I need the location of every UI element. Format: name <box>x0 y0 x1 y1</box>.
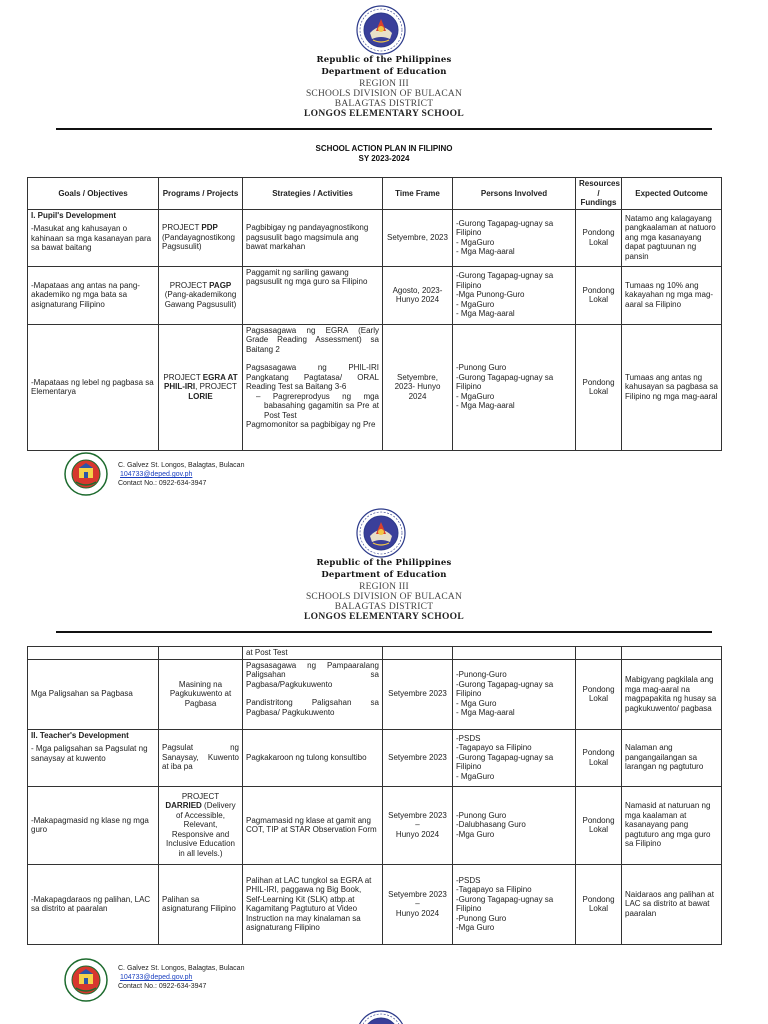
section-title: II. Teacher's Development <box>31 730 129 740</box>
resources-cell: Pondong Lokal <box>576 786 622 864</box>
header-republic: Republic of the Philippines <box>316 55 452 65</box>
outcome-cell <box>622 647 722 660</box>
timeframe-start: Setyembre 2023 <box>388 810 447 820</box>
table-header-row <box>28 178 722 210</box>
strategy-item-text: Pagrereprodyus ng mga babasahing gagamitin sa Pre at Post Test <box>264 391 380 420</box>
program-desc: (Delivery of Accessible, Relevant, Responsive and Inclusive Education in all levels.) <box>166 801 236 858</box>
table-row <box>28 786 722 864</box>
persons-cell <box>453 659 576 729</box>
header-outcome: Expected Outcome <box>622 178 722 210</box>
person-item: - MgaGuro <box>456 299 495 309</box>
table-row <box>28 659 722 729</box>
header-strategies: Strategies / Activities <box>243 178 383 210</box>
person-item: -Gurong Tagapag-ugnay sa Filipino <box>456 372 554 392</box>
program-name: EGRA AT PHIL-IRI <box>164 372 238 392</box>
header-school: LONGOS ELEMENTARY SCHOOL <box>304 109 464 119</box>
goal-cell: -Mapataas ang antas na pang-akademiko ng mga bata sa asignaturang Filipino <box>28 266 159 324</box>
person-item: -Punong Guro <box>456 810 507 820</box>
header-division: SCHOOLS DIVISION OF BULACAN <box>305 89 463 99</box>
goal-cell: -Makapagdaraos ng palihan, LAC sa distrito at paaralan <box>28 864 159 944</box>
action-plan-table-continued <box>27 646 722 945</box>
strategy-cell: Pagmamasid ng klase at gamit ang COT, TIP at STAR Observation Form <box>243 786 383 864</box>
person-item: -PSDS <box>456 733 481 743</box>
resources-cell <box>576 647 622 660</box>
person-item: - Mga Mag-aaral <box>456 401 515 411</box>
goal-cell: -Makapagmasid ng klase ng mga guro <box>28 786 159 864</box>
timeframe-dash: – <box>415 820 420 830</box>
timeframe-cell: Agosto, 2023-Hunyo 2024 <box>383 266 453 324</box>
header-goals: Goals / Objectives <box>28 178 159 210</box>
person-item: -Gurong Tagapag-ugnay sa Filipino <box>456 752 554 772</box>
outcome-cell: Tumaas ng 10% ang kakayahan ng mga mag-aaral sa Filipino <box>622 266 722 324</box>
person-item: -Mga Guro <box>456 923 495 932</box>
person-item: - Mga Mag-aaral <box>456 708 515 718</box>
table-row <box>28 864 722 944</box>
strategy-cell: Paggamit ng sariling gawang pagsusulit ng mga guro sa Filipino <box>243 266 383 324</box>
header-rule <box>56 128 712 130</box>
strategy-item: Pagsasagawa ng EGRA (Early Grade Reading Assessment) sa Baitang 2 <box>246 325 379 354</box>
outcome-cell: Tumaas ang antas ng kahusayan sa pagbasa sa Filipino ng mga mag-aaral <box>622 324 722 450</box>
header-timeframe: Time Frame <box>383 178 453 210</box>
goal-cell <box>28 647 159 660</box>
goal-text: -Masukat ang kahusayan o kahinaan sa mga kasanayan para sa bawat baitang <box>31 224 152 252</box>
footer-email-link[interactable]: 104733@deped.gov.ph <box>120 471 193 478</box>
program-name: PDP <box>201 223 218 233</box>
footer-contact: Contact No.: 0922-634-3947 <box>118 983 207 990</box>
timeframe-cell: Setyembre 2023 <box>383 659 453 729</box>
persons-cell <box>453 864 576 944</box>
strategy-cell: Pagkakaroon ng tulong konsultibo <box>243 729 383 786</box>
table-row <box>28 647 722 660</box>
strategy-item: Pagsasagawa ng PHIL-IRI Pangkatang Pagtatasa/ ORAL Reading Test sa Baitang 3-6 <box>246 363 379 391</box>
header-republic: Republic of the Philippines <box>316 558 452 568</box>
person-item: -Dalubhasang Guro <box>456 820 526 830</box>
strategy-item: – Pagrereprodyus ng mga babasahing gagamitin sa Pre at Post Test <box>256 391 380 420</box>
strategy-cell: Pagbibigay ng pandayagnostikong pagsusulit bago magsimula ang bawat markahan <box>243 209 383 266</box>
section-title: I. Pupil's Development <box>31 210 117 220</box>
person-item: -Gurong Tagapag-ugnay sa Filipino <box>456 218 554 237</box>
person-item: - Mga Mag-aaral <box>456 247 515 256</box>
goal-cell <box>28 729 159 786</box>
person-item: -Punong Guro <box>456 913 507 923</box>
outcome-cell: Nalaman ang pangangailangan sa larangan ng pagtuturo <box>622 729 722 786</box>
document-school-year: SY 2023-2024 <box>358 154 410 163</box>
program-name: PAGP <box>209 280 232 290</box>
timeframe-cell: Setyembre 2023 <box>383 729 453 786</box>
person-item: -Tagapayo sa Filipino <box>456 743 532 753</box>
timeframe-start: Setyembre 2023 <box>388 889 447 899</box>
header-rule <box>56 631 712 633</box>
deped-seal-icon <box>356 508 406 558</box>
outcome-cell: Namasid at naturuan ng mga kaalaman at kasanayang pang pagtuturo ang mga guro sa Filipino <box>622 786 722 864</box>
header-division: SCHOOLS DIVISION OF BULACAN <box>305 592 463 602</box>
program-cell: Pagsulat ng Sanaysay, Kuwento at iba pa <box>159 729 243 786</box>
strategy-cell: at Post Test <box>243 647 383 660</box>
person-item: -Gurong Tagapag-ugnay sa Filipino <box>456 271 554 290</box>
table-row <box>28 324 722 450</box>
timeframe-end: Hunyo 2024 <box>395 908 440 918</box>
person-item: -Mga Punong-Guro <box>456 290 525 300</box>
program-prefix: PROJECT <box>163 372 203 382</box>
timeframe-cell <box>383 786 453 864</box>
strategy-cell <box>243 659 383 729</box>
table-row <box>28 209 722 266</box>
program-cell <box>159 209 243 266</box>
program-name-2: LORIE <box>188 391 213 401</box>
person-item: -Mga Guro <box>456 829 495 839</box>
action-plan-table <box>27 177 722 451</box>
program-cell <box>159 266 243 324</box>
deped-seal-icon <box>356 5 406 55</box>
persons-cell <box>453 266 576 324</box>
outcome-cell: Naidaraos ang palihan at LAC sa distrito at bawat paaralan <box>622 864 722 944</box>
strategy-cell: Palihan at LAC tungkol sa EGRA at PHIL-IRI, paggawa ng Big Book, Self-Learning Kit (SLK) atbp.at Kagamitang Pagtuturo at Video Instruction na may kinalaman sa asignaturang Filipino <box>243 864 383 944</box>
header-school: LONGOS ELEMENTARY SCHOOL <box>304 612 464 622</box>
persons-cell <box>453 647 576 660</box>
goal-cell <box>28 209 159 266</box>
person-item: - MgaGuro <box>456 391 495 401</box>
strategy-item: Pagsasagawa ng Pampaaralang Paligsahan sa Pagbasa/Pagkukuwento <box>246 660 379 689</box>
table-row <box>28 729 722 786</box>
resources-cell: Pondong Lokal <box>576 209 622 266</box>
timeframe-cell <box>383 864 453 944</box>
resources-cell: Pondong Lokal <box>576 864 622 944</box>
program-separator: , PROJECT <box>195 382 237 392</box>
persons-cell <box>453 324 576 450</box>
persons-cell <box>453 209 576 266</box>
program-cell: Palihan sa asignaturang Filipino <box>159 864 243 944</box>
outcome-cell: Mabigyang pagkilala ang mga mag-aaral na magpapakita ng husay sa pagkukuwento/ pagbasa <box>622 659 722 729</box>
school-logo-icon <box>64 452 108 496</box>
person-item: -Punong Guro <box>456 363 507 373</box>
outcome-cell: Natamo ang kalagayang pangkaalaman at natuoro ang mga kasanayang dapat pagtuunan ng pansin <box>622 209 722 266</box>
footer-address: C. Galvez St. Longos, Balagtas, Bulacan <box>118 965 245 972</box>
header-region: REGION III <box>359 79 409 89</box>
document-title: SCHOOL ACTION PLAN IN FILIPINO <box>315 144 453 153</box>
person-item: -Gurong Tagapag-ugnay sa Filipino <box>456 679 554 699</box>
timeframe-cell <box>383 647 453 660</box>
program-cell <box>159 786 243 864</box>
persons-cell <box>453 786 576 864</box>
school-logo-icon <box>64 958 108 1002</box>
header-department: Department of Education <box>321 67 447 77</box>
person-item: - MgaGuro <box>456 771 495 781</box>
strategy-item: Pandistritong Paligsahan sa Pagbasa/ Pagkukuwento <box>246 698 379 717</box>
resources-cell: Pondong Lokal <box>576 324 622 450</box>
header-persons: Persons Involved <box>453 178 576 210</box>
resources-cell: Pondong Lokal <box>576 659 622 729</box>
person-item: - Mga Guro <box>456 698 497 708</box>
program-name: DARRIED <box>165 801 202 811</box>
header-district: BALAGTAS DISTRICT <box>334 99 434 109</box>
timeframe-cell: Setyembre, 2023 <box>383 209 453 266</box>
header-region: REGION III <box>359 582 409 592</box>
goal-cell: -Mapataas ng lebel ng pagbasa sa Elementarya <box>28 324 159 450</box>
program-desc: (Pandayagnostikong Pagsusulit) <box>162 232 235 252</box>
timeframe-dash: – <box>415 899 420 909</box>
person-item: -Tagapayo sa Filipino <box>456 885 532 894</box>
person-item: - MgaGuro <box>456 237 495 247</box>
program-prefix: PROJECT <box>169 280 210 290</box>
header-resources: Resources / Fundings <box>576 178 622 210</box>
resources-cell: Pondong Lokal <box>576 266 622 324</box>
program-cell <box>159 647 243 660</box>
person-item: - Mga Mag-aaral <box>456 309 515 319</box>
program-desc: (Pang-akademikong Gawang Pagsusulit) <box>164 290 237 309</box>
timeframe-end: Hunyo 2024 <box>395 829 440 839</box>
footer-address: C. Galvez St. Longos, Balagtas, Bulacan <box>118 462 245 469</box>
resources-cell: Pondong Lokal <box>576 729 622 786</box>
table-row <box>28 266 722 324</box>
program-prefix: PROJECT <box>181 791 220 801</box>
header-district: BALAGTAS DISTRICT <box>334 602 434 612</box>
deped-seal-icon <box>356 1010 406 1024</box>
persons-cell <box>453 729 576 786</box>
footer-contact-block <box>118 461 244 488</box>
footer-contact: Contact No.: 0922-634-3947 <box>118 480 207 487</box>
strategy-cell <box>243 324 383 450</box>
footer-email-link[interactable]: 104733@deped.gov.ph <box>120 974 193 981</box>
header-programs: Programs / Projects <box>159 178 243 210</box>
goal-cell: Mga Paligsahan sa Pagbasa <box>28 659 159 729</box>
footer-contact-block <box>118 964 244 991</box>
person-item: -PSDS <box>456 875 481 885</box>
program-cell <box>159 324 243 450</box>
header-department: Department of Education <box>321 570 447 580</box>
program-cell: Masining na Pagkukuwento at Pagbasa <box>159 659 243 729</box>
goal-text: - Mga paligsahan sa Pagsulat ng sanaysay at kuwento <box>31 744 148 763</box>
strategy-item: Pagmomonitor sa pagbibigay ng Pre <box>246 420 376 429</box>
timeframe-cell: Setyembre, 2023- Hunyo 2024 <box>383 324 453 450</box>
person-item: -Punong-Guro <box>456 670 507 680</box>
program-prefix: PROJECT <box>162 223 202 233</box>
person-item: -Gurong Tagapag-ugnay sa Filipino <box>456 894 554 913</box>
